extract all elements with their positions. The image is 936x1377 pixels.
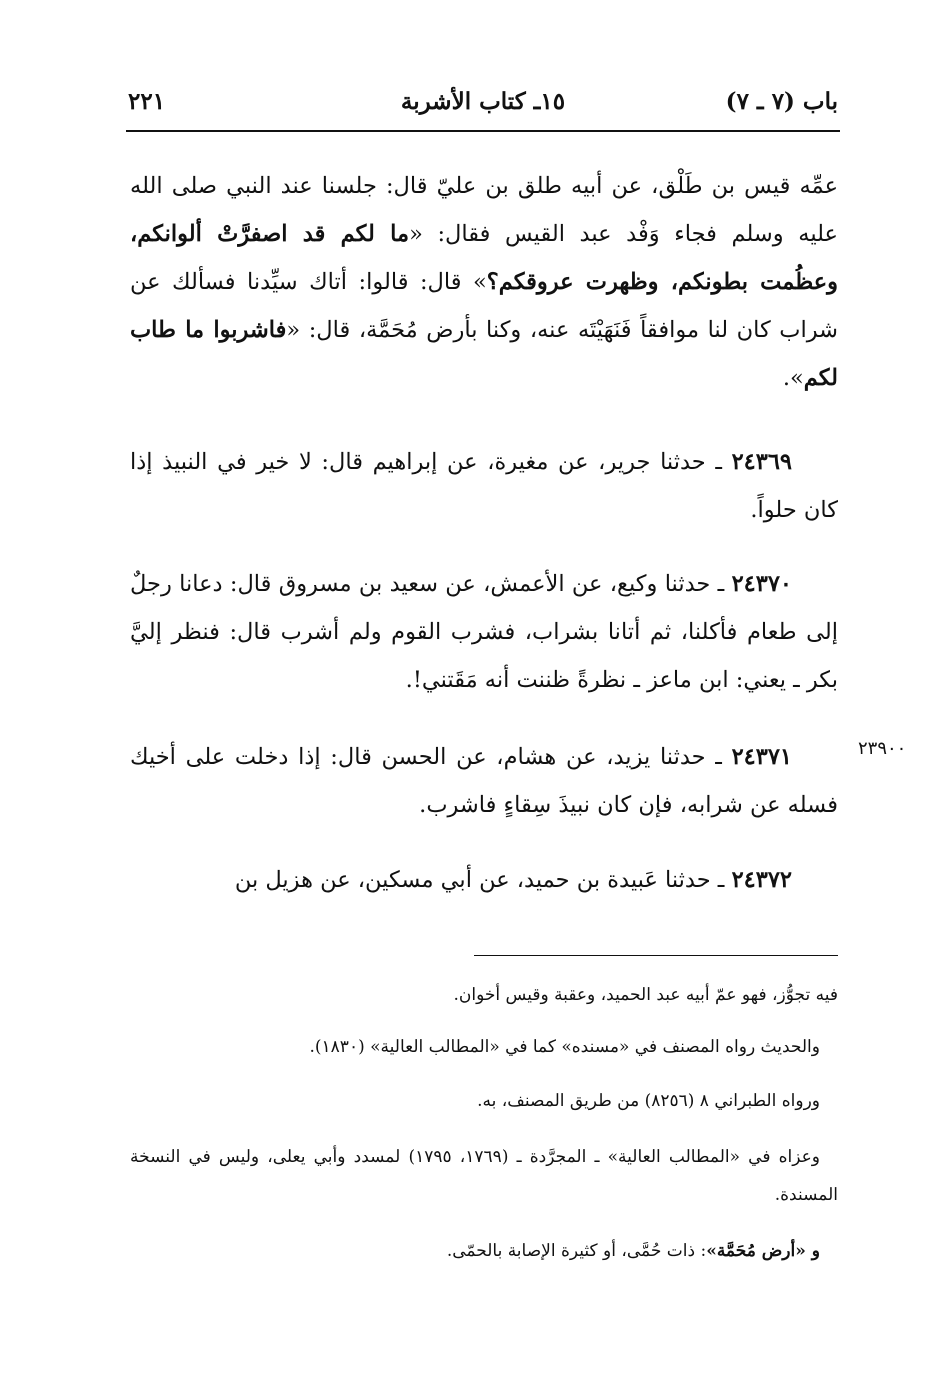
header-rule xyxy=(126,130,840,132)
hadith-text: عمِّه قيس بن طَلْق، عن أبيه طلق بن عليّ قال: جلسنا عند النبي صلى الله عليه وسلم فجاء وَفْد عبد القيس فقال: « xyxy=(130,173,838,247)
hadith-text: ـ حدثنا عَبيدة بن حميد، عن أبي مسكين، عن هزيل بن xyxy=(234,867,732,893)
hadith-number: ٢٤٣٧٢ xyxy=(731,867,792,893)
hadith-24371 xyxy=(130,733,838,829)
prophetic-saying: ما لكم قد اصفرَّتْ ألوانكم، وعظُمت بطونكم، وظهرت عروقكم؟ xyxy=(130,221,838,295)
footnote-line: ورواه الطبراني ٨ (٨٢٥٦) من طريق المصنف، به. xyxy=(477,1091,820,1111)
margin-reference-number: ٢٣٩٠٠ xyxy=(858,738,907,759)
running-header xyxy=(128,88,838,128)
hadith-text: ـ حدثنا جرير، عن مغيرة، عن إبراهيم قال: لا خير في النبيذ إذا كان حلواً. xyxy=(130,449,838,523)
hadith-text: ـ حدثنا وكيع، عن الأعمش، عن سعيد بن مسروق قال: دعانا رجلٌ إلى طعام فأكلنا، ثم أتانا بشراب، فشرب القوم ولم أشرب قال: فنظر إليَّ بكر ـ يعني: ابن ماعز ـ نظرةً ظننت أنه مَقَتني!. xyxy=(130,571,838,693)
hadith-number: ٢٤٣٧١ xyxy=(731,744,792,770)
hadith-24372 xyxy=(130,856,838,904)
book-title: ١٥ـ كتاب الأشربة xyxy=(400,88,566,115)
hadith-text: ». xyxy=(782,365,804,391)
chapter-section-label: باب (٧ ـ ٧) xyxy=(725,88,838,115)
prophetic-saying: فاشربوا ما طاب لكم xyxy=(130,317,838,391)
hadith-24370 xyxy=(130,560,838,704)
hadith-text: » قال: قالوا: أتاك سيِّدنا فسألك عن شراب كان لنا موافقاً فَنَهَيْتَه عنه، وكنا بأرض مُحَمَّة، قال: « xyxy=(130,269,838,343)
footnote-definition: : ذات حُمَّى، أو كثيرة الإصابة بالحمّى. xyxy=(446,1241,707,1261)
hadith-24369 xyxy=(130,438,838,534)
hadith-number: ٢٤٣٦٩ xyxy=(731,449,792,475)
footnote-line: والحديث رواه المصنف في «مسنده» كما في «المطالب العالية» (١٨٣٠). xyxy=(309,1037,820,1057)
hadith-number: ٢٤٣٧٠ xyxy=(731,571,792,597)
hadith-continuation xyxy=(130,162,838,402)
page-number: ٢٢١ xyxy=(128,88,166,115)
footnote-rule xyxy=(474,955,838,956)
footnote-line: وعزاه في «المطالب العالية» ـ المجرَّدة ـ (١٧٦٩، ١٧٩٥) لمسدد وأبي يعلى، وليس في النسخة المسندة. xyxy=(130,1147,838,1205)
footnote-line: فيه تجوُّز، فهو عمّ أبيه عبد الحميد، وعقبة وقيس أخوان. xyxy=(453,985,838,1005)
footnote-line xyxy=(130,1232,838,1270)
hadith-text: ـ حدثنا يزيد، عن هشام، عن الحسن قال: إذا دخلت على أخيك فسله عن شرابه، فإن كان نبيذَ سِقاءٍ فاشرب. xyxy=(130,744,838,818)
footnote-term: و «أرض مُحَمَّة» xyxy=(706,1241,820,1261)
